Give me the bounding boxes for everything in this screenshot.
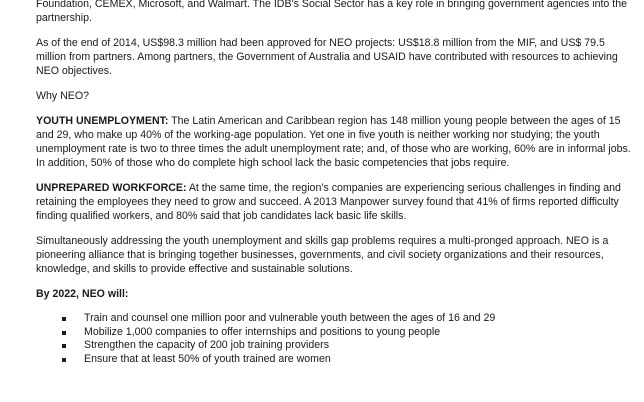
goal-text: Train and counsel one million poor and vulnerable youth between the ages of 16 and 29: [84, 312, 496, 324]
goals-heading: By 2022, NEO will:: [36, 288, 129, 300]
goal-item: [62, 312, 632, 326]
heading-why-neo: Why NEO?: [36, 90, 89, 102]
bullet-icon: [62, 331, 66, 335]
goal-text: Strengthen the capacity of 200 job training providers: [84, 339, 329, 351]
bullet-icon: [62, 344, 66, 348]
paragraph-partners: Foundation, CEMEX, Microsoft, and Walmart. The IDB’s Social Sector has a key role in bringing government agencies into the partnership.: [36, 0, 627, 24]
youth-unemployment-lead: YOUTH UNEMPLOYMENT:: [36, 115, 169, 127]
youth-unemployment-text: The Latin American and Caribbean region has 148 million young people between the ages of 15 and 29, who make up 40% of the working-age population. Yet one in five youth is neither working nor studying; the youth unemployment rate is two to three times the adult unemployment rate; and, of those who are working, 60% are in informal jobs. In addition, 50% of those who do complete high school lack the basic competencies that jobs require.: [36, 115, 631, 169]
bullet-icon: [62, 358, 66, 362]
paragraph-youth-unemployment: [36, 114, 632, 170]
unprepared-workforce-text: At the same time, the region’s companies are experiencing serious challenges in finding and retaining the employees they need to grow and succeed. A 2013 Manpower survey found that 41% of firms reported difficulty finding qualified workers, and 80% said that job candidates lack basic life skills.: [36, 182, 621, 222]
goal-item: [62, 326, 632, 340]
goals-list: [36, 312, 632, 366]
paragraph-approach: Simultaneously addressing the youth unemployment and skills gap problems requires a multi-pronged approach. NEO is a pioneering alliance that is bringing together businesses, governments, and civil society organizations and their resources, knowledge, and skills to provide effective and sustainable solutions.: [36, 235, 609, 275]
bullet-icon: [62, 317, 66, 321]
goal-text: Ensure that at least 50% of youth trained are women: [84, 352, 331, 365]
goal-item: [62, 353, 632, 367]
paragraph-funding: As of the end of 2014, US$98.3 million had been approved for NEO projects: US$18.8 million from the MIF, and US$ 79.5 million from partners. Among partners, the Government of Australia and USAID have contributed with resources to achieving NEO objectives.: [36, 37, 618, 77]
paragraph-unprepared-workforce: [36, 181, 632, 223]
document-body: [36, 0, 632, 366]
goal-text: Mobilize 1,000 companies to offer internships and positions to young people: [84, 325, 441, 338]
goal-item: [62, 339, 632, 353]
unprepared-workforce-lead: UNPREPARED WORKFORCE:: [36, 182, 187, 194]
